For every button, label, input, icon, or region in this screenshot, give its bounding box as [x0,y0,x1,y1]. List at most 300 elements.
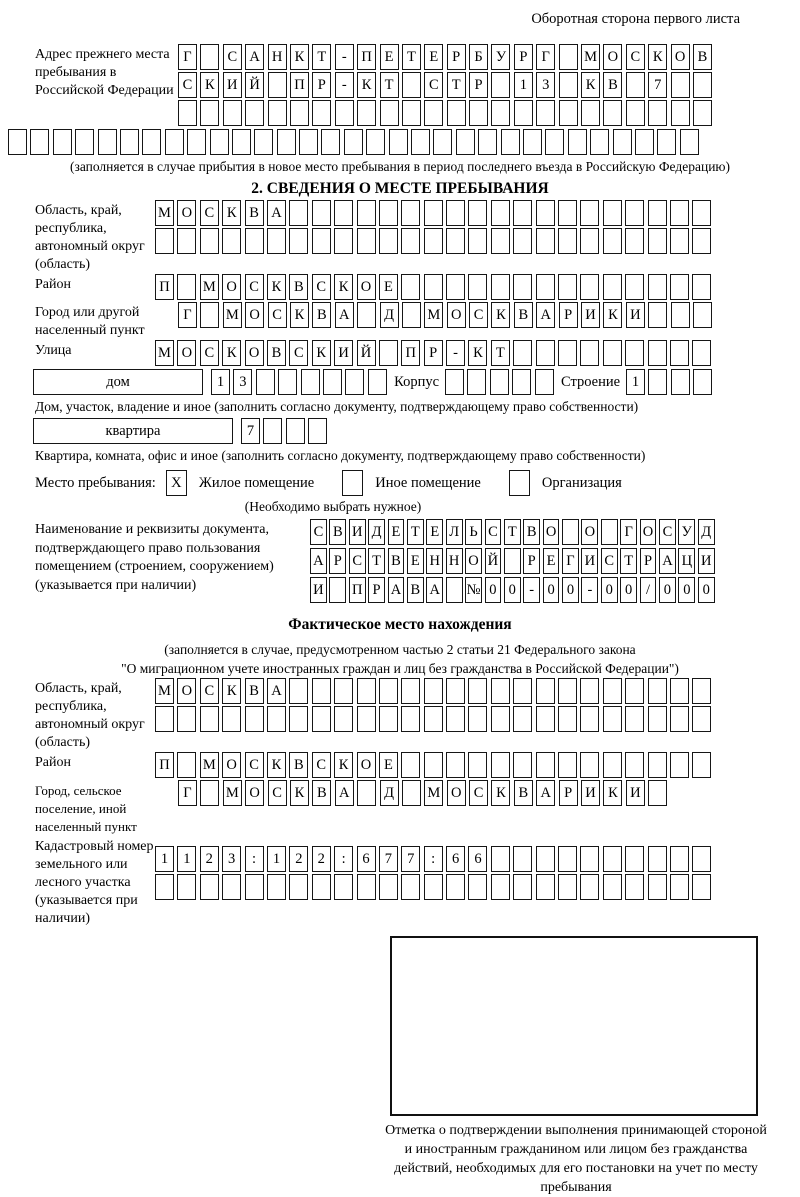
char-cell[interactable]: Р [329,548,346,574]
char-cell[interactable] [692,752,711,778]
char-cell[interactable]: Д [698,519,715,545]
char-cell[interactable] [357,302,376,328]
char-cell[interactable] [289,228,308,254]
char-cell[interactable]: А [335,302,354,328]
char-cell[interactable]: Т [491,340,510,366]
char-cell[interactable] [312,100,331,126]
char-cell[interactable]: 0 [543,577,560,603]
char-cell[interactable] [513,228,532,254]
char-cell[interactable] [693,302,712,328]
char-cell[interactable] [222,706,241,732]
char-cell[interactable] [670,846,689,872]
char-cell[interactable]: Г [536,44,555,70]
char-cell[interactable] [357,780,376,806]
char-cell[interactable]: К [581,72,600,98]
char-cell[interactable] [402,100,421,126]
char-cell[interactable] [670,200,689,226]
char-cell[interactable]: О [640,519,657,545]
char-cell[interactable]: Л [446,519,463,545]
char-cell[interactable]: Т [620,548,637,574]
char-cell[interactable] [491,274,510,300]
char-cell[interactable] [558,846,577,872]
char-cell[interactable] [401,874,420,900]
char-cell[interactable] [590,129,609,155]
char-cell[interactable]: Г [178,780,197,806]
char-cell[interactable] [312,874,331,900]
char-cell[interactable] [558,752,577,778]
checkbox-organization[interactable] [509,470,530,496]
char-cell[interactable] [648,846,667,872]
char-cell[interactable]: М [200,752,219,778]
char-cell[interactable] [357,874,376,900]
char-cell[interactable]: Т [407,519,424,545]
char-cell[interactable]: Р [312,72,331,98]
char-cell[interactable]: Д [368,519,385,545]
char-cell[interactable] [467,369,486,395]
char-cell[interactable]: / [640,577,657,603]
char-cell[interactable] [424,874,443,900]
char-cell[interactable] [424,200,443,226]
char-cell[interactable] [626,72,645,98]
char-cell[interactable] [648,706,667,732]
char-cell[interactable] [536,752,555,778]
char-cell[interactable] [545,129,564,155]
char-cell[interactable] [648,100,667,126]
char-cell[interactable] [321,129,340,155]
char-cell[interactable] [580,874,599,900]
char-cell[interactable] [424,100,443,126]
char-cell[interactable] [535,369,554,395]
char-cell[interactable] [558,340,577,366]
char-cell[interactable] [692,228,711,254]
char-cell[interactable] [648,369,667,395]
char-cell[interactable] [277,129,296,155]
char-cell[interactable] [379,874,398,900]
char-cell[interactable] [648,678,667,704]
char-cell[interactable]: У [678,519,695,545]
char-cell[interactable] [344,129,363,155]
char-cell[interactable]: 7 [401,846,420,872]
char-cell[interactable]: А [267,200,286,226]
char-cell[interactable] [671,72,690,98]
char-cell[interactable] [267,706,286,732]
char-cell[interactable]: К [290,780,309,806]
char-cell[interactable] [446,874,465,900]
char-cell[interactable] [8,129,27,155]
char-cell[interactable] [402,780,421,806]
char-cell[interactable] [558,200,577,226]
char-cell[interactable] [446,200,465,226]
char-cell[interactable] [670,678,689,704]
char-cell[interactable]: С [245,274,264,300]
char-cell[interactable] [155,228,174,254]
char-cell[interactable] [187,129,206,155]
char-cell[interactable]: 0 [620,577,637,603]
char-cell[interactable]: 1 [626,369,645,395]
char-cell[interactable]: П [349,577,366,603]
char-cell[interactable]: О [177,340,196,366]
char-cell[interactable] [120,129,139,155]
char-cell[interactable] [603,874,622,900]
char-cell[interactable] [200,302,219,328]
char-cell[interactable] [559,100,578,126]
char-cell[interactable] [603,752,622,778]
char-cell[interactable] [478,129,497,155]
char-cell[interactable] [580,228,599,254]
char-cell[interactable] [200,874,219,900]
char-cell[interactable]: В [388,548,405,574]
char-cell[interactable] [254,129,273,155]
char-cell[interactable] [446,706,465,732]
char-cell[interactable] [626,100,645,126]
char-cell[interactable]: Т [380,72,399,98]
char-cell[interactable]: Р [559,780,578,806]
char-cell[interactable]: С [268,780,287,806]
char-cell[interactable] [335,100,354,126]
char-cell[interactable]: Й [245,72,264,98]
char-cell[interactable] [445,369,464,395]
char-cell[interactable] [648,780,667,806]
char-cell[interactable]: И [698,548,715,574]
char-cell[interactable]: И [334,340,353,366]
char-cell[interactable]: К [334,752,353,778]
char-cell[interactable]: В [312,302,331,328]
char-cell[interactable] [177,706,196,732]
char-cell[interactable] [501,129,520,155]
char-cell[interactable]: В [289,274,308,300]
char-cell[interactable]: О [245,780,264,806]
char-cell[interactable] [671,100,690,126]
char-cell[interactable] [536,228,555,254]
char-cell[interactable] [625,706,644,732]
char-cell[interactable]: С [601,548,618,574]
char-cell[interactable] [446,678,465,704]
char-cell[interactable] [536,274,555,300]
char-cell[interactable]: Р [447,44,466,70]
char-cell[interactable] [267,228,286,254]
char-cell[interactable] [177,752,196,778]
char-cell[interactable]: Р [368,577,385,603]
char-cell[interactable]: О [245,302,264,328]
char-cell[interactable]: Е [379,752,398,778]
char-cell[interactable]: Г [178,302,197,328]
char-cell[interactable]: Т [447,72,466,98]
char-cell[interactable]: К [334,274,353,300]
char-cell[interactable] [401,200,420,226]
char-cell[interactable]: Й [485,548,502,574]
char-cell[interactable]: 3 [536,72,555,98]
char-cell[interactable]: Т [312,44,331,70]
char-cell[interactable]: М [155,200,174,226]
char-cell[interactable]: 0 [678,577,695,603]
checkbox-other-premises[interactable] [342,470,363,496]
char-cell[interactable] [568,129,587,155]
char-cell[interactable]: Й [357,340,376,366]
char-cell[interactable] [491,228,510,254]
char-cell[interactable] [603,228,622,254]
char-cell[interactable] [200,228,219,254]
char-cell[interactable]: М [223,302,242,328]
char-cell[interactable]: В [289,752,308,778]
char-cell[interactable]: И [581,780,600,806]
char-cell[interactable]: 0 [504,577,521,603]
char-cell[interactable]: К [491,780,510,806]
char-cell[interactable] [513,752,532,778]
char-cell[interactable]: Е [424,44,443,70]
char-cell[interactable] [401,678,420,704]
char-cell[interactable]: У [491,44,510,70]
char-cell[interactable] [491,874,510,900]
char-cell[interactable] [210,129,229,155]
char-cell[interactable] [558,678,577,704]
char-cell[interactable]: И [223,72,242,98]
char-cell[interactable] [245,874,264,900]
char-cell[interactable]: К [312,340,331,366]
char-cell[interactable]: Ц [678,548,695,574]
char-cell[interactable] [177,228,196,254]
char-cell[interactable]: Р [424,340,443,366]
char-cell[interactable]: О [222,752,241,778]
char-cell[interactable] [580,846,599,872]
char-cell[interactable]: С [349,548,366,574]
char-cell[interactable]: - [335,72,354,98]
char-cell[interactable] [601,519,618,545]
char-cell[interactable] [692,340,711,366]
char-cell[interactable] [693,369,712,395]
char-cell[interactable]: О [222,274,241,300]
char-cell[interactable] [680,129,699,155]
char-cell[interactable] [402,302,421,328]
char-cell[interactable] [468,752,487,778]
char-cell[interactable] [692,678,711,704]
char-cell[interactable]: М [155,340,174,366]
char-cell[interactable] [165,129,184,155]
char-cell[interactable] [603,706,622,732]
char-cell[interactable] [625,340,644,366]
char-cell[interactable]: 1 [155,846,174,872]
char-cell[interactable] [401,706,420,732]
char-cell[interactable]: Н [426,548,443,574]
char-cell[interactable]: 0 [485,577,502,603]
char-cell[interactable]: С [469,302,488,328]
char-cell[interactable] [222,228,241,254]
char-cell[interactable]: К [603,780,622,806]
char-cell[interactable]: О [543,519,560,545]
char-cell[interactable] [625,678,644,704]
char-cell[interactable]: И [626,780,645,806]
char-cell[interactable] [456,129,475,155]
char-cell[interactable] [670,752,689,778]
char-cell[interactable] [603,340,622,366]
char-cell[interactable] [200,780,219,806]
char-cell[interactable] [693,100,712,126]
char-cell[interactable]: 7 [648,72,667,98]
char-cell[interactable] [200,706,219,732]
char-cell[interactable] [580,752,599,778]
char-cell[interactable] [491,706,510,732]
char-cell[interactable]: С [312,274,331,300]
char-cell[interactable]: - [581,577,598,603]
char-cell[interactable] [603,846,622,872]
char-cell[interactable]: Н [446,548,463,574]
char-cell[interactable] [558,706,577,732]
char-cell[interactable] [559,44,578,70]
char-cell[interactable]: П [155,752,174,778]
char-cell[interactable] [424,228,443,254]
char-cell[interactable] [268,72,287,98]
char-cell[interactable] [329,577,346,603]
char-cell[interactable]: А [388,577,405,603]
char-cell[interactable]: О [177,678,196,704]
char-cell[interactable] [625,874,644,900]
char-cell[interactable]: К [222,678,241,704]
char-cell[interactable] [312,678,331,704]
char-cell[interactable] [411,129,430,155]
char-cell[interactable]: А [536,780,555,806]
char-cell[interactable]: И [581,548,598,574]
char-cell[interactable] [177,274,196,300]
char-cell[interactable] [334,200,353,226]
char-cell[interactable]: К [222,340,241,366]
char-cell[interactable] [232,129,251,155]
char-cell[interactable]: : [245,846,264,872]
char-cell[interactable] [290,100,309,126]
char-cell[interactable]: С [659,519,676,545]
char-cell[interactable] [625,228,644,254]
char-cell[interactable]: С [424,72,443,98]
char-cell[interactable]: С [178,72,197,98]
char-cell[interactable]: В [312,780,331,806]
char-cell[interactable]: Т [504,519,521,545]
char-cell[interactable] [692,874,711,900]
char-cell[interactable] [312,706,331,732]
char-cell[interactable] [580,678,599,704]
char-cell[interactable]: Е [379,274,398,300]
char-cell[interactable] [289,874,308,900]
char-cell[interactable] [468,228,487,254]
char-cell[interactable] [433,129,452,155]
char-cell[interactable]: В [603,72,622,98]
char-cell[interactable] [401,274,420,300]
char-cell[interactable] [98,129,117,155]
char-cell[interactable]: О [357,752,376,778]
char-cell[interactable] [468,200,487,226]
char-cell[interactable] [177,874,196,900]
char-cell[interactable] [289,678,308,704]
char-cell[interactable] [155,706,174,732]
char-cell[interactable] [692,846,711,872]
char-cell[interactable] [268,100,287,126]
char-cell[interactable] [648,302,667,328]
char-cell[interactable] [580,340,599,366]
char-cell[interactable]: Г [620,519,637,545]
char-cell[interactable] [357,706,376,732]
char-cell[interactable] [256,369,275,395]
char-cell[interactable]: 0 [601,577,618,603]
char-cell[interactable]: А [267,678,286,704]
char-cell[interactable]: К [290,44,309,70]
char-cell[interactable]: С [200,678,219,704]
char-cell[interactable] [504,548,521,574]
char-cell[interactable] [491,846,510,872]
char-cell[interactable] [513,874,532,900]
char-cell[interactable]: 3 [222,846,241,872]
char-cell[interactable] [536,678,555,704]
char-cell[interactable] [447,100,466,126]
char-cell[interactable]: 3 [233,369,252,395]
char-cell[interactable]: В [514,302,533,328]
char-cell[interactable] [446,274,465,300]
char-cell[interactable] [559,72,578,98]
char-cell[interactable] [289,706,308,732]
char-cell[interactable] [693,72,712,98]
char-cell[interactable]: 0 [659,577,676,603]
char-cell[interactable] [536,340,555,366]
char-cell[interactable] [299,129,318,155]
char-cell[interactable] [424,274,443,300]
char-cell[interactable]: И [349,519,366,545]
char-cell[interactable] [603,274,622,300]
char-cell[interactable]: С [200,340,219,366]
char-cell[interactable]: К [468,340,487,366]
char-cell[interactable]: И [310,577,327,603]
char-cell[interactable] [468,678,487,704]
char-cell[interactable]: С [245,752,264,778]
char-cell[interactable]: П [290,72,309,98]
char-cell[interactable] [278,369,297,395]
char-cell[interactable] [301,369,320,395]
char-cell[interactable] [245,100,264,126]
char-cell[interactable]: О [245,340,264,366]
char-cell[interactable]: И [581,302,600,328]
char-cell[interactable]: В [407,577,424,603]
char-cell[interactable]: Д [380,302,399,328]
char-cell[interactable]: - [335,44,354,70]
char-cell[interactable]: К [603,302,622,328]
char-cell[interactable] [536,846,555,872]
char-cell[interactable]: В [245,678,264,704]
char-cell[interactable]: М [155,678,174,704]
char-cell[interactable] [223,100,242,126]
char-cell[interactable] [648,752,667,778]
char-cell[interactable] [512,369,531,395]
char-cell[interactable]: Р [559,302,578,328]
char-cell[interactable] [323,369,342,395]
char-cell[interactable]: О [447,302,466,328]
char-cell[interactable] [513,706,532,732]
char-cell[interactable]: К [357,72,376,98]
char-cell[interactable]: О [357,274,376,300]
char-cell[interactable] [648,340,667,366]
char-cell[interactable] [401,228,420,254]
char-cell[interactable] [581,100,600,126]
char-cell[interactable] [513,678,532,704]
char-cell[interactable] [536,874,555,900]
char-cell[interactable] [379,200,398,226]
char-cell[interactable]: - [523,577,540,603]
char-cell[interactable]: 6 [357,846,376,872]
char-cell[interactable] [536,706,555,732]
char-cell[interactable]: 2 [312,846,331,872]
char-cell[interactable]: С [289,340,308,366]
char-cell[interactable]: К [648,44,667,70]
char-cell[interactable] [625,752,644,778]
char-cell[interactable] [692,706,711,732]
char-cell[interactable] [536,100,555,126]
char-cell[interactable] [446,228,465,254]
char-cell[interactable]: 0 [698,577,715,603]
char-cell[interactable] [580,200,599,226]
